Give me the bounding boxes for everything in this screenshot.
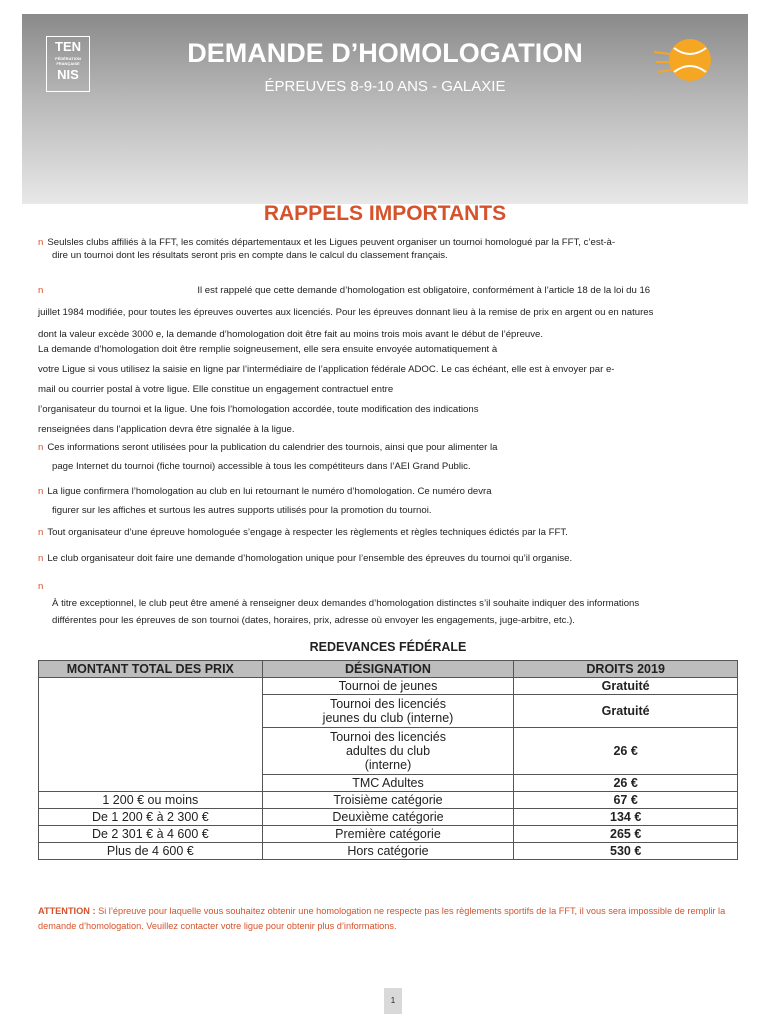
table-cell: 530 € [514, 843, 738, 860]
p3-line3: mail ou courrier postal à votre ligue. Elle constitue un engagement contractuel entre [38, 384, 394, 395]
page-title: DEMANDE D’HOMOLOGATION [187, 38, 583, 68]
bullet-icon: n [38, 553, 44, 564]
table-cell: 67 € [514, 792, 738, 809]
attention-note [38, 904, 738, 934]
table-cell: Plus de 4 600 € [39, 843, 263, 860]
bullet-icon: n [38, 285, 44, 296]
attention-label: ATTENTION : [38, 906, 96, 916]
paragraph-6 [38, 526, 738, 539]
table-row [39, 678, 738, 695]
table-cell: Gratuité [514, 695, 738, 728]
bullet-icon: n [38, 442, 44, 453]
p8-line2: différentes pour les épreuves de son tournoi (dates, horaires, prix, adresse où envoyer les engagements, juge-arbitre, etc.). [52, 615, 575, 626]
p5-line1: La ligue confirmera l’homologation au club en lui retournant le numéro d’homologation. Ce numéro devra [47, 486, 492, 497]
paragraph-5 [38, 482, 738, 520]
table-cell [39, 678, 263, 695]
p1-line2: dire un tournoi dont les résultats seront pris en compte dans le calcul du classement français. [52, 250, 448, 261]
logo-text-bottom: NIS [57, 67, 79, 82]
paragraph-3 [38, 340, 738, 440]
p6-line1: Tout organisateur d’une épreuve homologuée s’engage à respecter les règlements et règles techniques édictés par la FFT. [47, 527, 568, 538]
page-subtitle: ÉPREUVES 8-9-10 ANS - GALAXIE [264, 78, 506, 95]
paragraph-8 [38, 578, 738, 629]
p2-line2: juillet 1984 modifiée, pour toutes les épreuves ouvertes aux licenciés. Pour les épreuves donnant lieu à la remise de prix en argent ou en natures [38, 307, 654, 318]
table-row [39, 843, 738, 860]
table-row [39, 728, 738, 775]
table-caption: REDEVANCES FÉDÉRALE [309, 640, 467, 654]
p4-line1: Ces informations seront utilisées pour la publication du calendrier des tournois, ainsi que pour alimenter la [47, 442, 498, 453]
p3-line1: La demande d’homologation doit être remplie soigneusement, elle sera ensuite envoyée automatiquement à [38, 344, 498, 355]
table-cell: Deuxième catégorie [262, 809, 514, 826]
table-cell [39, 728, 263, 775]
bullet-icon: n [38, 581, 44, 592]
logo-text-top: TEN [55, 39, 81, 54]
table-cell [39, 775, 263, 792]
table-cell: Tournoi des licenciés adultes du club (interne) [262, 728, 514, 775]
table-cell: 26 € [514, 775, 738, 792]
paragraph-1 [38, 236, 738, 262]
table-cell: 265 € [514, 826, 738, 843]
table-cell: Hors catégorie [262, 843, 514, 860]
table-cell: Gratuité [514, 678, 738, 695]
fees-table [38, 636, 738, 860]
table-cell: De 2 301 € à 4 600 € [39, 826, 263, 843]
table-header: MONTANT TOTAL DES PRIX [39, 661, 263, 678]
table-row [39, 792, 738, 809]
page-number: 1 [384, 988, 402, 1014]
paragraph-4 [38, 438, 738, 476]
table-cell: Troisième catégorie [262, 792, 514, 809]
section-title: RAPPELS IMPORTANTS [263, 202, 507, 225]
table-row [39, 775, 738, 792]
table-cell: 1 200 € ou moins [39, 792, 263, 809]
p4-line2: page Internet du tournoi (fiche tournoi) accessible à tous les compétiteurs dans l’AEI Grand Public. [52, 461, 471, 472]
table-row [39, 826, 738, 843]
tennis-ball-icon [654, 34, 712, 86]
paragraph-7 [38, 552, 738, 565]
paragraph-2 [38, 280, 738, 346]
p3-line5: renseignées dans l’application devra être signalée à la ligue. [38, 424, 295, 435]
p8-line1: À titre exceptionnel, le club peut être amené à renseigner deux demandes d’homologation distinctes s’il souhaite indiquer des informations [52, 598, 640, 609]
table-cell [39, 695, 263, 728]
table-cell: 134 € [514, 809, 738, 826]
bullet-icon: n [38, 486, 44, 497]
table-cell: Tournoi de jeunes [262, 678, 514, 695]
bullet-icon: n [38, 527, 44, 538]
p2-line3: dont la valeur excède 3000 e, la demande d’homologation doit être fait au moins trois mois avant le début de l’épreuve. [38, 329, 544, 340]
p7-line1: Le club organisateur doit faire une demande d’homologation unique pour l’ensemble des épreuves du tournoi qu’il organise. [47, 553, 573, 564]
table-row [39, 695, 738, 728]
table-row [39, 809, 738, 826]
table-cell: Première catégorie [262, 826, 514, 843]
header-banner [22, 14, 748, 204]
attention-text: Si l’épreuve pour laquelle vous souhaitez obtenir une homologation ne respecte pas les règlements sportifs de la FFT, il vous sera impossible de remplir la demande d’homologation. Veuillez contacter votre ligue pour obtenir plus d’informations. [38, 906, 726, 931]
p1-line1: Seulsles clubs affiliés à la FFT, les comités départementaux et les Ligues peuvent organiser un tournoi homologué par la FFT, c’est-à- [47, 237, 616, 248]
bullet-icon: n [38, 237, 44, 248]
table-header: DÉSIGNATION [262, 661, 514, 678]
p5-line2: figurer sur les affiches et surtous les autres supports utilisés pour la promotion du tournoi. [52, 505, 432, 516]
p2-line1: Il est rappelé que cette demande d’homologation est obligatoire, conformément à l’article 18 de la loi du 16 [197, 285, 651, 296]
table-cell: Tournoi des licenciés jeunes du club (interne) [262, 695, 514, 728]
table-cell: De 1 200 € à 2 300 € [39, 809, 263, 826]
p3-line2: votre Ligue si vous utilisez la saisie en ligne par l’intermédiaire de l’application fédérale ADOC. Le cas échéant, elle est à envoyer par e- [38, 364, 615, 375]
logo-text-small: FÉDÉRATION FRANÇAISE [55, 56, 81, 66]
p3-line4: l’organisateur du tournoi et la ligue. Une fois l’homologation accordée, toute modification des indications [38, 404, 479, 415]
table-cell: TMC Adultes [262, 775, 514, 792]
table-cell: 26 € [514, 728, 738, 775]
table-header: DROITS 2019 [514, 661, 738, 678]
